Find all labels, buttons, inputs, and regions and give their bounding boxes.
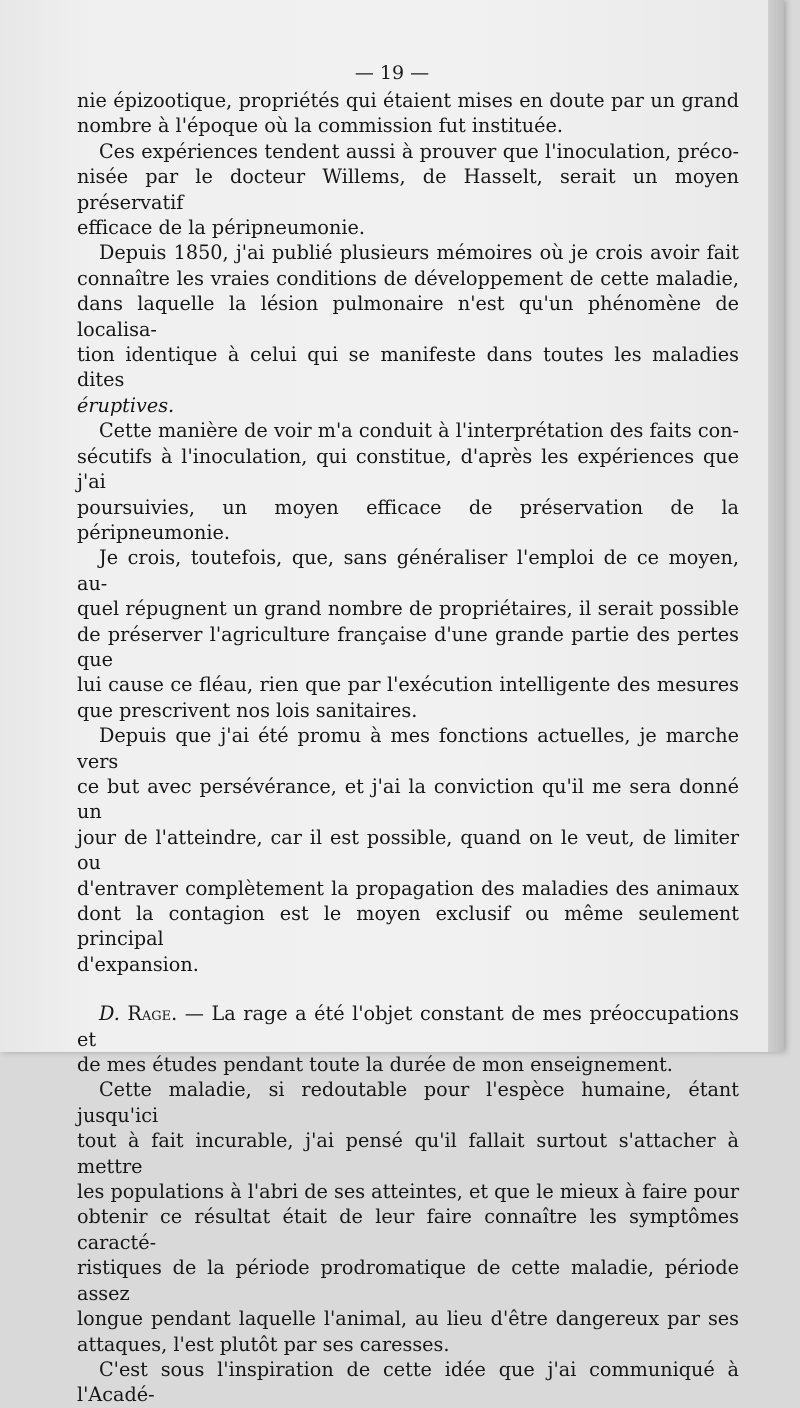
text-line: de mes études pendant toute la durée de mon enseignement. [77,1053,673,1077]
text-line: attaques, l'est plutôt par ses caresses. [77,1332,450,1356]
text-line: ce but avec persévérance, et j'ai la conviction qu'il me sera donné un [77,774,739,824]
text-line: obtenir ce résultat était de leur faire connaître les symptômes caracté- [77,1205,739,1254]
text-line: les populations à l'abri de ses atteintes, et que le mieux à faire pour [77,1180,739,1204]
text-line: Je crois, toutefois, que, sans généraliser l'emploi de ce moyen, au- [77,546,739,595]
section-letter: D. [99,1002,120,1026]
text-line: quel répugnent un grand nombre de propriétaires, il serait possible [77,597,739,621]
page-edge-shadow [768,0,784,1052]
text-line: Cette manière de voir m'a conduit à l'interprétation des faits con- [99,419,739,443]
section-gap [77,977,739,1001]
text-line: connaître les vraies conditions de développement de cette maladie, [77,266,739,290]
text-line: dont la contagion est le moyen exclusif ou même seulement principal [77,902,739,951]
text-line: tout à fait incurable, j'ai pensé qu'il fallait surtout s'attacher à mettre [77,1129,739,1178]
text-line: Depuis que j'ai été promu à mes fonctions actuelles, je marche vers [77,724,739,773]
text-line: sécutifs à l'inoculation, qui constitue, d'après les expériences que j'ai [77,444,739,494]
text-line: lui cause ce fléau, rien que par l'exécution intelligente des mesures [77,673,739,697]
text-line: C'est sous l'inspiration de cette idée que j'ai communiqué à l'Acadé- [77,1357,739,1407]
text-line: tion identique à celui qui se manifeste dans toutes les maladies dites [77,343,739,392]
text-line: jour de l'atteindre, car il est possible, quand on le veut, de limiter ou [77,825,739,875]
text-line: nombre à l'époque où la commission fut instituée. [77,114,563,138]
section-title: Rage. [127,1002,178,1026]
text-line-italic: éruptives. [77,393,175,417]
text-line: poursuivies, un moyen efficace de préservation de la péripneumonie. [77,495,739,544]
text-line: nie épizootique, propriétés qui étaient mises en doute par un grand [77,89,739,112]
text-line: Ces expériences tendent aussi à prouver que l'inoculation, préco- [99,139,739,163]
body-text [77,88,739,1408]
text-line: longue pendant laquelle l'animal, au lieu d'être dangereux par ses [77,1307,739,1331]
page-number: — 19 — [354,62,430,84]
section-first-line-text: — La rage a été l'objet constant de mes préoccupations et [77,1002,739,1051]
text-line: que prescrivent nos lois sanitaires. [77,698,418,722]
text-line: ristiques de la période prodromatique de cette maladie, période assez [77,1256,739,1305]
text-line: efficace de la péripneumonie. [77,216,365,240]
text-line: Cette maladie, si redoutable pour l'espèce humaine, étant jusqu'ici [77,1078,739,1127]
text-line: d'entraver complètement la propagation des maladies des animaux [77,876,739,900]
text-line: dans laquelle la lésion pulmonaire n'est qu'un phénomène de localisa- [77,292,739,341]
text-line: Depuis 1850, j'ai publié plusieurs mémoires où je crois avoir fait [99,241,739,265]
text-line: de préserver l'agriculture française d'une grande partie des pertes que [77,622,739,671]
text-line: d'expansion. [77,952,199,976]
text-line: nisée par le docteur Willems, de Hasselt, serait un moyen préservatif [77,165,739,214]
section-heading-line [77,1001,739,1052]
